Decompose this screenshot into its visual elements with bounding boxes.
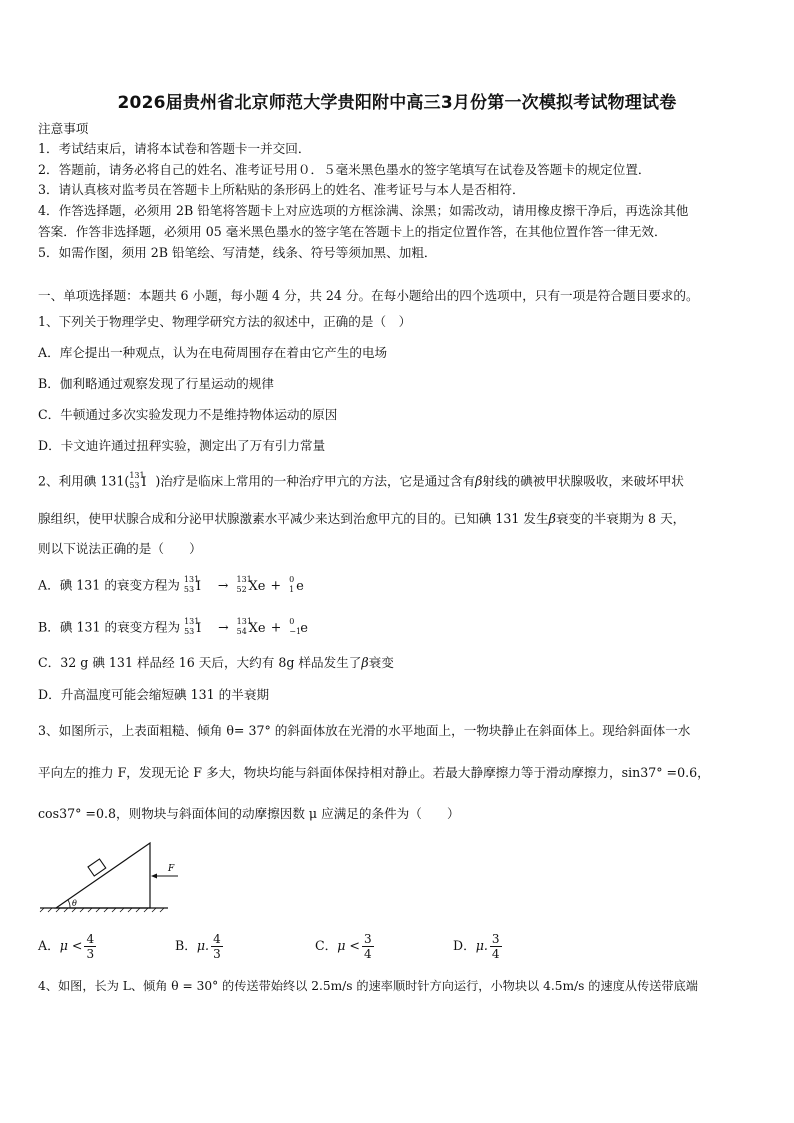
force-arrowhead: [151, 874, 157, 879]
question-3-option-b: B．μ. $\frac{4}{3}$: [175, 932, 221, 961]
section-heading: 一、单项选择题：本题共 6 小题，每小题 4 分，共 24 分。在每小题给出的四个选项中，只有一项是符合题目要求的。: [38, 288, 699, 303]
question-2-option-d: D．升高温度可能会缩短碘 131 的半衰期: [38, 687, 270, 702]
page-title: 2026届贵州省北京师范大学贵阳附中高三3月份第一次模拟考试物理试卷: [117, 93, 677, 113]
note-item: 3．请认真核对监考员在答题卡上所粘贴的条形码上的姓名、准考证号与本人是否相符．: [38, 182, 525, 197]
note-item: 2．答题前，请务必将自己的姓名、准考证号用０．５毫米黑色墨水的签字笔填写在试卷及答题卡的规定位置．: [38, 162, 651, 177]
question-2-option-c: C．32 g 碘 131 样品经 16 天后，大约有 8g 样品发生了β衰变: [38, 655, 394, 670]
note-item: 1．考试结束后，请将本试卷和答题卡一并交回．: [38, 141, 311, 156]
question-1-option-a: A．库仑提出一种观点，认为在电荷周围存在着由它产生的电场: [38, 345, 388, 360]
note-item: 4．作答选择题，必须用 2B 铅笔将答题卡上对应选项的方框涂满、涂黑；如需改动，请用橡皮擦干净后，再选涂其他: [38, 203, 689, 218]
block: [88, 859, 106, 876]
question-3-stem-line2: 平向左的推力 F，发现无论 F 多大，物块均能与斜面体保持相对静止。若最大静摩擦力等于滑动摩擦力，sin37° =0.6，: [38, 765, 710, 780]
question-4-stem: 4、如图，长为 L、倾角 θ = 30° 的传送带始终以 2.5m/s 的速率顺时针方向运行，小物块以 4.5m/s 的速度从传送带底端: [38, 979, 698, 993]
question-2-stem-line3: 则以下说法正确的是（ ）: [38, 541, 202, 556]
question-3-options: [38, 928, 598, 961]
question-1-option-c: C．牛顿通过多次实验发现力不是维持物体运动的原因: [38, 407, 338, 422]
incline-triangle: [56, 843, 150, 908]
question-1-option-b: B．伽利略通过观察发现了行星运动的规律: [38, 376, 274, 391]
notes-heading: 注意事项: [38, 121, 89, 136]
note-item: 答案．作答非选择题，必须用 05 毫米黑色墨水的签字笔在答题卡上的指定位置作答，在其他位置作答一律无效．: [38, 224, 667, 239]
question-3-stem-line3: cos37° =0.8，则物块与斜面体间的动摩擦因数 μ 应满足的条件为（ ）: [38, 806, 460, 821]
question-1-option-d: D．卡文迪许通过扭秤实验，测定出了万有引力常量: [38, 438, 326, 453]
question-2-option-a: A．碘 131 的衰变方程为 131 53 I → 131 52 Xe + 0 1 e: [38, 575, 304, 594]
question-2-stem: 2、利用碘 131( 131 53 I )治疗是临床上常用的一种治疗甲亢的方法，它是通过含有β射线的碘被甲状腺吸收，来破坏甲状: [38, 471, 684, 490]
question-2-stem-line2: 腺组织，使甲状腺合成和分泌甲状腺激素水平减少来达到治愈甲亢的目的。已知碘 131 发生β衰变的半衰期为 8 天，: [38, 511, 686, 526]
iodine-nuclide: 131 53 I: [129, 471, 147, 490]
incline-diagram: [38, 838, 178, 913]
question-3-option-c: C．μ < $\frac{3}{4}$: [315, 932, 372, 961]
force-label: F: [168, 864, 175, 874]
question-3-option-a: A．μ < $\frac{4}{3}$: [38, 932, 95, 961]
question-2-option-b: B．碘 131 的衰变方程为 131 53 I → 131 54 Xe + 0 −1 e: [38, 617, 308, 636]
angle-arc: [68, 900, 70, 908]
angle-label: θ: [72, 899, 77, 908]
note-item: 5．如需作图，须用 2B 铅笔绘、写清楚，线条、符号等须加黑、加粗．: [38, 245, 437, 260]
question-3-option-d: D．μ. $\frac{3}{4}$: [453, 932, 500, 961]
question-1-stem: 1、下列关于物理学史、物理学研究方法的叙述中，正确的是（ ）: [38, 314, 412, 329]
question-3-stem: 3、如图所示，上表面粗糙、倾角 θ= 37° 的斜面体放在光滑的水平地面上，一物块静止在斜面体上。现给斜面体一水: [38, 723, 691, 738]
